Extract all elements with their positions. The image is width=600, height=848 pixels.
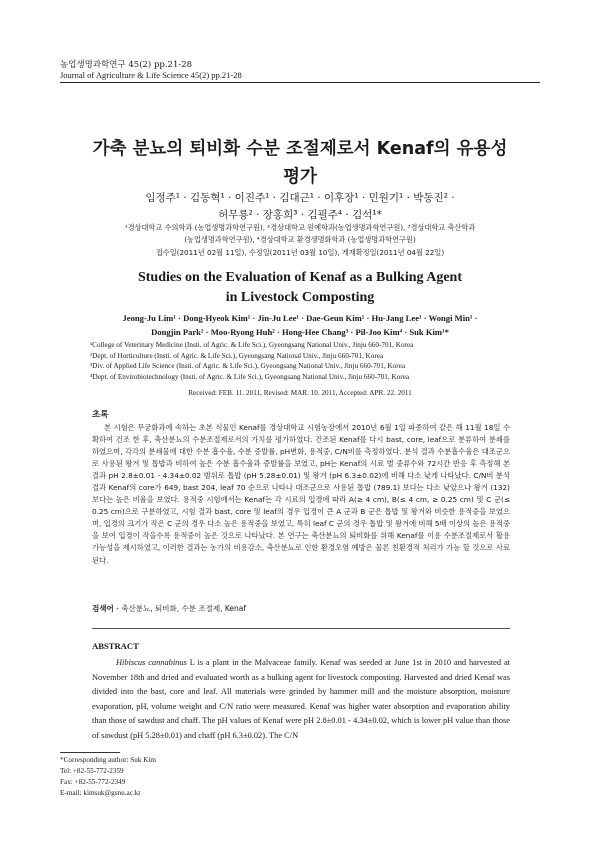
section-rule xyxy=(92,628,510,629)
telephone: Tel: +82-55-772-2359 xyxy=(60,767,124,775)
affiliations-english xyxy=(90,340,520,382)
affiliation-korean-line-2: (농업생명과학연구원), ⁴경상대학교 환경생명화학과 (농업생명과학연구원) xyxy=(184,235,416,244)
footnote xyxy=(60,755,156,799)
dates-english: Received: FEB. 11. 2011, Revised: MAR. 10. 2011, Accepted: APR. 22. 2011 xyxy=(188,389,412,397)
affiliation-english-3: ³Div. of Applied Life Science (Insti. of Agric. & Life Sci.), Gyeongsang National Univ., Jinju 660-701, Korea xyxy=(90,362,406,371)
affiliation-english-2: ²Dept. of Horticulture (Insti. of Agric. & Life Sci.), Gyeongsang National Univ., Jinju 660-701, Korea xyxy=(90,351,384,360)
abstract-korean-body: 본 시험은 무궁화과에 속하는 초본 식물인 Kenaf를 경상대학교 시험농장에서 2010년 6월 1일 파종하여 같은 해 11월 18일 수확하여 건조 한 후, 축산분뇨의 수분조절제로서의 가치를 평가하였다. 건조된 Kenaf를 다시 bast, core, leaf으로 분류하여 분쇄를 하였으며, 각각의 분쇄물에 대한 수분 흡수율, 수분 증발률, pH변화, 용적중, C/N비를 측정하였다. 분석 결과 수분흡수율은 대조군으로 사용된 왕겨 및 톱밥과 비하여 높은 수분 흡수율과 증발률을 보였고, pH는 Kenaf의 시료 별 중류수와 72시간 반응 후 측정해 본 결과 pH 2.8±0.01 - 4.34±0.02 범위로 톱밥 (pH 5.28±0.01) 및 왕겨 (pH 6.3±0.02)에 비해 다소 낮게 나타났다. C/N비 분석결과 Kenaf의 core가 649, bast 204, leaf 70 순으로 나타나 대조군으로 사용된 톱밥 (789.1) 보다는 다소 낮았으나 왕겨 (132) 보다는 높은 비율을 보였다. 용적중 시험에서는 Kenaf는 각 시료의 입경에 따라 A(≥ 4 cm), B(≤ 4 cm, ≥ 0.25 cm) 및 C 군(≤ 0.25 cm)으로 구분하였고, 시험 결과 bast, core 및 leaf의 경우 입경이 큰 A 군과 B 군은 톱밥 및 왕겨와 비슷한 용적중을 보였으며, 입경의 크기가 작은 C 군의 경우 다소 높은 용적중을 보였고, 특히 leaf C 군의 경우 톱밥 및 왕겨에 비해 5배 이상의 높은 용적중을 보여 입경이 작을수록 용적중이 높은 것으로 나타났다. 본 연구는 축산분뇨의 퇴비화를 위해 Kenaf를 이용 수분조절제로서 활용 가능성을 제시하였고, 이러한 결과는 농가의 비용감소, 축산분뇨로 인한 환경오염 예방은 물론 친환경적 처리가 가능 할 것으로 사료된다. xyxy=(92,423,510,565)
abstract-korean-heading: 초록 xyxy=(92,410,109,420)
title-korean-line-1: 가축 분뇨의 퇴비화 수분 조절제로서 Kenaf의 유용성 xyxy=(92,139,508,159)
title-english xyxy=(60,268,540,308)
authors-english-line-1: Jeong-Ju Lim¹ · Dong-Hyeok Kim¹ · Jin-Ju Lee¹ · Dae-Geun Kim¹ · Hu-Jang Lee¹ · Wongi Min¹ · xyxy=(122,313,478,323)
footnote-rule xyxy=(60,752,120,753)
journal-header-english: Journal of Agriculture & Life Science 45(2) pp.21-28 xyxy=(60,70,242,80)
header-rule xyxy=(60,82,540,83)
title-english-line-1: Studies on the Evaluation of Kenaf as a Bulking Agent xyxy=(137,270,462,285)
authors-english-line-2: Dongjin Park² · Moo-Ryong Huh² · Hong-Hee Chang³ · Pil-Joo Kim⁴ · Suk Kim¹* xyxy=(151,327,449,337)
authors-korean xyxy=(60,190,540,224)
abstract-english-body xyxy=(92,656,510,744)
title-korean-line-2: 평가 xyxy=(283,167,317,187)
title-korean xyxy=(60,135,540,191)
affiliation-korean-line-1: ¹경상대학교 수의학과 (농업생명과학연구원), ²경상대학교 원예학과(농업생명과학연구원), ³경상대학교 축산학과 xyxy=(124,223,476,232)
keywords xyxy=(92,603,510,614)
dates-korean: 접수일(2011년 02월 11일), 수정일(2011년 03월 10일), 게재확정일(2011년 04월 22일) xyxy=(155,248,445,257)
affiliation-english-1: ¹College of Veterinary Medicine (Insti. of Agric. & Life Sci.), Gyeongsang National Univ., Jinju 660-701, Korea xyxy=(90,341,414,349)
email: E-mail: kimsuk@gsnu.ac.kr xyxy=(60,789,141,797)
fax: Fax: +82-55-772-2349 xyxy=(60,778,126,786)
affiliations-korean xyxy=(60,222,540,246)
abstract-english-heading: ABSTRACT xyxy=(92,641,139,651)
affiliation-english-4: ⁴Dept. of Envirobiotechnology (Insti. of Agric. & Life Sci.), Gyeongsang National Univ., Jinju 660-701, Korea xyxy=(90,372,410,381)
authors-korean-line-1: 임정주¹ · 김동혁¹ · 이진주¹ · 김대근¹ · 이후장¹ · 민원기¹ · 박동진² · xyxy=(145,192,455,204)
title-english-line-2: in Livestock Composting xyxy=(225,290,375,305)
authors-korean-line-2: 허무룡² · 장홍희³ · 김필주⁴ · 김석¹* xyxy=(218,209,382,221)
journal-header-korean: 농업생명과학연구 45(2) pp.21-28 xyxy=(60,60,193,70)
authors-english xyxy=(60,311,540,339)
corresponding-author: *Corresponding author: Suk Kim xyxy=(60,756,157,764)
keywords-list: - 축산분뇨, 퇴비화, 수분 조절제, Kenaf xyxy=(113,604,247,613)
abstract-english-text: L is a plant in the Malvaceae family. Kenaf was seeded at June 1st in 2010 and harvested at November 18th and dried and evaluated worth as a bulking agent for livestock composting. Harvested and dried Kenaf was divided into the bast, core and leaf. All materials were grinded by hammer mill and the moisture absorption, moisture evaporation, pH, volume weight and C/N ratio were measured. Kenaf was higher water absorption and evaporation ability than those of sawdust and chaff. The pH values of Kenaf were pH 2.8±0.01 - 4.34±0.02, which is lower pH value than those of sawdust (pH 5.28±0.01) and chaff (pH 6.3±0.02). The C/N xyxy=(92,658,510,740)
keywords-label: 검색어 xyxy=(92,604,114,613)
species-name: Hibiscus cannabinus xyxy=(116,658,187,667)
